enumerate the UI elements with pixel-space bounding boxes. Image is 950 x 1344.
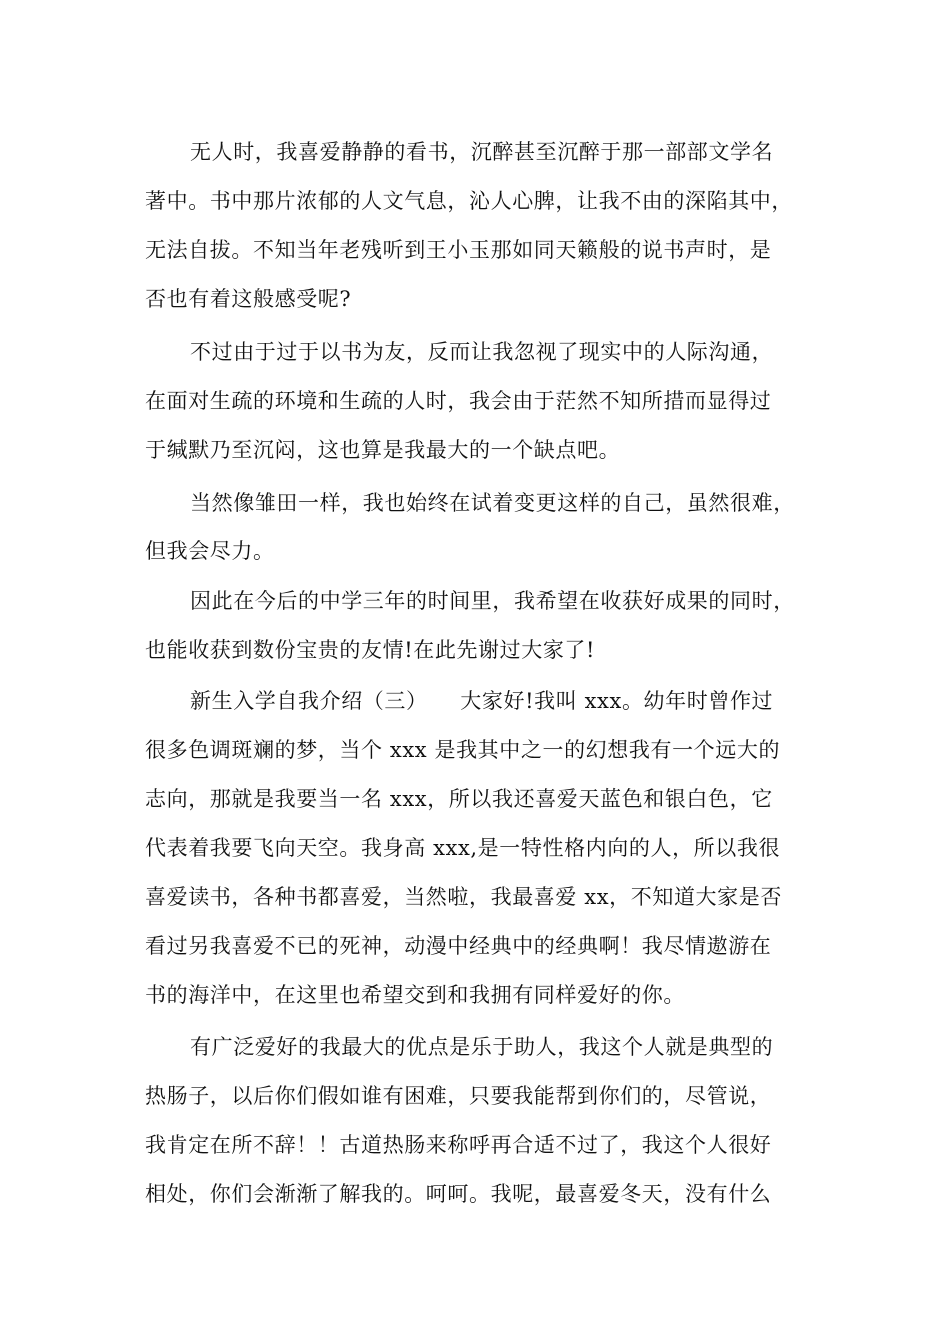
paragraph-line: 代表着我要飞向天空。我身高 xxx,是一特性格内向的人，所以我很: [145, 836, 781, 860]
paragraph-line: 书的海洋中，在这里也希望交到和我拥有同样爱好的你。: [145, 983, 685, 1007]
paragraph-line: 喜爱读书，各种书都喜爱，当然啦，我最喜爱 xx，不知道大家是否: [145, 885, 782, 909]
paragraph-line: 不过由于过于以书为友，反而让我忽视了现实中的人际沟通，: [190, 340, 774, 364]
paragraph-line: 当然像雏田一样，我也始终在试着变更这样的自己，虽然很难，: [190, 491, 795, 515]
section-heading-line: 新生入学自我介绍（三） 大家好!我叫 xxx。幼年时曾作过: [190, 689, 774, 713]
paragraph-line: 无法自拔。不知当年老残听到王小玉那如同天籁般的说书声时，是: [145, 238, 772, 262]
paragraph-line: 相处，你们会渐渐了解我的。呵呵。我呢，最喜爱冬天，没有什么: [145, 1182, 772, 1206]
paragraph-line: 著中。书中那片浓郁的人文气息，沁人心脾，让我不由的深陷其中，: [145, 189, 793, 213]
paragraph-line: 无人时，我喜爱静静的看书，沉醉甚至沉醉于那一部部文学名: [190, 140, 774, 164]
paragraph-line: 于缄默乃至沉闷，这也算是我最大的一个缺点吧。: [145, 438, 621, 462]
paragraph-line: 我肯定在所不辞！！古道热肠来称呼再合适不过了，我这个人很好: [145, 1133, 772, 1157]
paragraph-line: 看过另我喜爱不已的死神，动漫中经典中的经典啊！我尽情遨游在: [145, 934, 772, 958]
paragraph-line: 也能收获到数份宝贵的友情!在此先谢过大家了!: [145, 638, 596, 662]
paragraph-line: 志向，那就是我要当一名 xxx，所以我还喜爱天蓝色和银白色，它: [145, 787, 773, 811]
paragraph-line: 热肠子，以后你们假如谁有困难，只要我能帮到你们的，尽管说，: [145, 1084, 772, 1108]
paragraph-line: 有广泛爱好的我最大的优点是乐于助人，我这个人就是典型的: [190, 1035, 774, 1059]
paragraph-line: 因此在今后的中学三年的时间里，我希望在收获好成果的同时，: [190, 589, 795, 613]
paragraph-line: 否也有着这般感受呢?: [145, 287, 352, 311]
paragraph-line: 但我会尽力。: [145, 539, 275, 563]
paragraph-line: 在面对生疏的环境和生疏的人时，我会由于茫然不知所措而显得过: [145, 389, 772, 413]
paragraph-line: 很多色调斑斓的梦，当个 xxx 是我其中之一的幻想我有一个远大的: [145, 738, 781, 762]
